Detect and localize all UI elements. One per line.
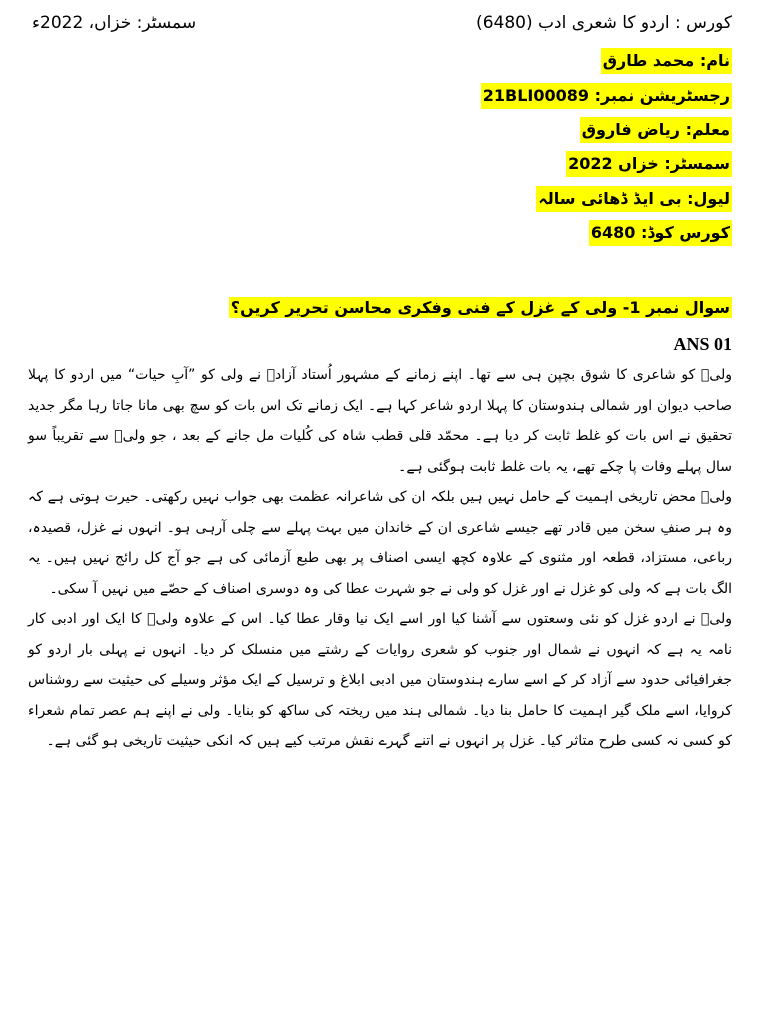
info-line-course-code <box>589 216 732 250</box>
semester-label: سمسٹر: خزاں، 2022ء <box>32 13 197 33</box>
info-line-semester <box>566 147 732 181</box>
course-code: کورس کوڈ: 6480 <box>589 220 732 246</box>
semester-info: سمسٹر: خزاں 2022 <box>566 151 732 177</box>
answer-paragraph-3: ولیؔ نے اردو غزل کو نئی وسعتوں سے آشنا کیا اور اسے ایک نیا وقار عطا کیا۔ اس کے علاوہ ولیؔ کا ایک اور ادبی کار نامہ یہ ہے کہ انہوں نے شمال اور جنوب کو شعری روایات کے رشتے میں منسلک کر دیا۔ انہوں نے پہلی بار اردو کو جغرافیائی حدود سے آزاد کر کے اسے سارے ہندوستان میں ادبی ابلاغ و ترسیل کے ایک مؤثر وسیلے کی حیثیت سے روشناس کروایا، اسے ملک گیر اہمیت کا حامل بنا دیا۔ شمالی ہند میں ریختہ کی ساکھ کو بنایا۔ ولی نے اپنے ہم عصر تمام شعراء کو کسی نہ کسی طرح متاثر کیا۔ غزل پر انہوں نے اتنے گہرے نقش مرتب کیے ہیں کہ انکی حیثیت تاریخی ہو گئی ہے۔ <box>28 611 732 749</box>
course-title: کورس : اردو کا شعری ادب (6480) <box>476 13 732 33</box>
student-info-block <box>481 44 732 250</box>
answer-label: ANS 01 <box>673 334 732 354</box>
answer-paragraph-2: ولیؔ محض تاریخی اہمیت کے حامل نہیں ہیں بلکہ ان کی شاعرانہ عظمت بھی جواب نہیں رکھتی۔ حیرت ہوتی ہے کہ وہ ہر صنفِ سخن میں قادر تھے جیسے شاعری ان کے خاندان میں بہت پہلے سے چلی آرہی ہو۔ انہوں نے غزل، قصیدہ، رباعی، مستزاد، قطعہ اور مثنوی کے علاوہ کچھ ایسی اصناف پر بھی طبع آزمائی کی ہے جو آج کل رائج نہیں ہیں۔ یہ الگ بات ہے کہ ولی کو غزل نے اور غزل کو ولی نے جو شہرت عطا کی وہ دوسری اصناف کے حصّے میں نہیں آ سکی۔ <box>28 489 732 597</box>
info-line-name <box>601 44 732 78</box>
level-info: لیول: بی ایڈ ڈھائی سالہ <box>536 186 732 212</box>
registration-number: رجسٹریشن نمبر: 21BLI00089 <box>481 83 732 109</box>
question-block <box>229 296 732 320</box>
info-line-level <box>536 182 732 216</box>
answer-paragraph-1: ولیؔ کو شاعری کا شوق بچپن ہی سے تھا۔ اپنے زمانے کے مشہور اُستاد آزادؔ نے ولی کو ”آبِ حیات“ میں اردو کا پہلا صاحب دیوان اور شمالی ہندوستان کا پہلا اردو شاعر کہا ہے۔ ایک زمانے تک اس بات کو سچ بھی مانا جاتا رہا مگر جدید تحقیق نے اس بات کو غلط ثابت کر دیا ہے۔ محمّد قلی قطب شاہ کی کُلیات مل جانے کے بعد ، جو ولیؔ سے تقریباً سو سال پہلے وفات پا چکے تھے، یہ بات غلط ثابت ہوگئی ہے۔ <box>28 367 732 475</box>
info-line-teacher <box>580 113 732 147</box>
teacher-name: معلم: ریاض فاروق <box>580 117 732 143</box>
page-header <box>32 8 732 38</box>
info-line-registration <box>481 78 732 112</box>
student-name: نام: محمد طارق <box>601 48 732 74</box>
answer-body <box>28 360 732 757</box>
question-text: سوال نمبر 1- ولی کے غزل کے فنی وفکری محاسن تحریر کریں؟ <box>230 298 730 317</box>
